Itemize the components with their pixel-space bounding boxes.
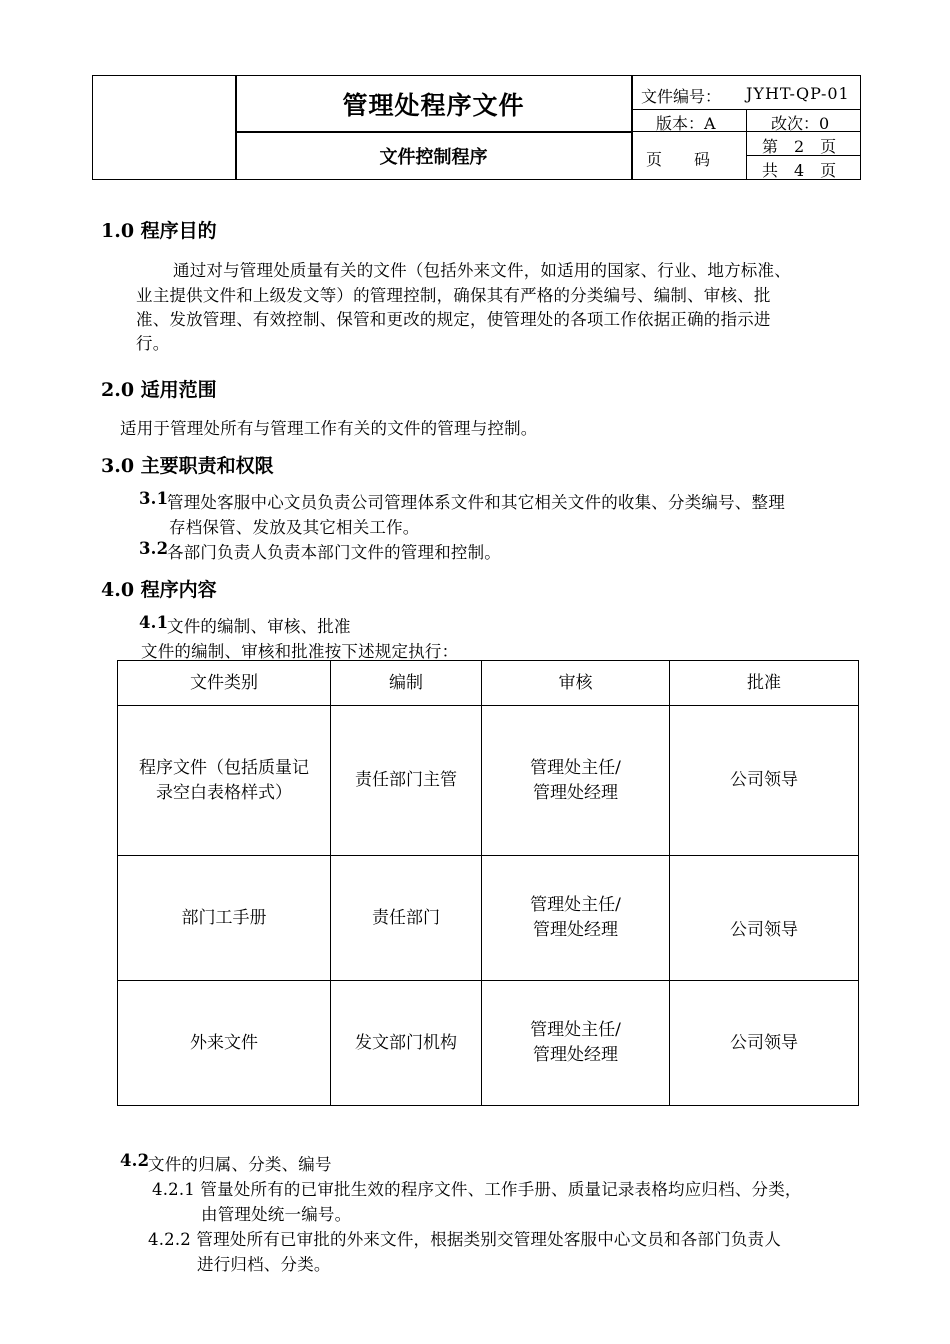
table-cell — [482, 856, 670, 981]
item-number: 3.2 — [139, 539, 169, 558]
section-4-2-1-text: 由管理处统一编号。 — [201, 1205, 352, 1224]
section-4-title: 4.0 程序内容 — [101, 579, 217, 601]
table-cell: 责任部门主管 — [331, 706, 482, 856]
cell-line: 录空白表格样式） — [156, 782, 292, 803]
doc-number-label: 文件编号： — [641, 87, 722, 106]
table-cell: 发文部门机构 — [331, 981, 482, 1106]
item-number: 4.2 — [120, 1151, 150, 1170]
page-label: 页 码 — [646, 150, 711, 169]
table-cell: 责任部门 — [331, 856, 482, 981]
table-row — [118, 856, 859, 981]
cell-line: 管理处经理 — [533, 1045, 618, 1065]
section-1-title: 1.0 程序目的 — [101, 220, 217, 242]
section-3-title: 3.0 主要职责和权限 — [101, 455, 274, 477]
section-4-2-1-text: 4.2.1 管量处所有的已审批生效的程序文件、工作手册、质量记录表格均应归档、分类， — [152, 1180, 802, 1199]
table-cell — [482, 981, 670, 1106]
page-current: 第 2 页 — [762, 137, 837, 156]
page-total: 共 4 页 — [762, 161, 837, 180]
table-header: 审核 — [482, 661, 670, 706]
section-2-title: 2.0 适用范围 — [101, 379, 217, 401]
section-4-2-2-text: 4.2.2 管理处所有已审批的外来文件，根据类别交管理处客服中心文员和各部门负责人 — [148, 1230, 781, 1249]
table-cell — [118, 706, 331, 856]
section-3-1-text: 管理处客服中心文员负责公司管理体系文件和其它相关文件的收集、分类编号、整理 — [167, 493, 785, 512]
section-3-1-text: 存档保管、发放及其它相关工作。 — [169, 518, 420, 537]
table-header: 批准 — [670, 661, 859, 706]
approval-table — [117, 660, 859, 1106]
section-1-text: 通过对与管理处质量有关的文件（包括外来文件，如适用的国家、行业、地方标准、 — [173, 261, 791, 280]
table-header: 文件类别 — [118, 661, 331, 706]
cell-line: 管理处主任/ — [530, 1020, 621, 1040]
header-divider — [631, 75, 633, 180]
table-header-row — [118, 661, 859, 706]
revision: 改次：0 — [771, 114, 830, 133]
version: 版本：A — [656, 114, 716, 133]
table-cell: 外来文件 — [118, 981, 331, 1106]
section-2-text: 适用于管理处所有与管理工作有关的文件的管理与控制。 — [120, 419, 538, 438]
document-title: 管理处程序文件 — [342, 90, 525, 120]
table-row — [118, 706, 859, 856]
cell-line: 管理处主任/ — [530, 895, 621, 915]
section-3-2-text: 各部门负责人负责本部门文件的管理和控制。 — [167, 543, 501, 562]
section-4-1-text: 文件的编制、审核、批准 — [167, 617, 351, 636]
table-row — [118, 981, 859, 1106]
document-subtitle: 文件控制程序 — [379, 146, 488, 168]
table-cell: 公司领导 — [670, 981, 859, 1106]
header-divider — [746, 109, 747, 180]
cell-line: 管理处经理 — [533, 782, 618, 803]
section-1-text: 准、发放管理、有效控制、保管和更改的规定，使管理处的各项工作依据正确的指示进 — [136, 310, 771, 329]
section-4-2-2-text: 进行归档、分类。 — [197, 1255, 331, 1274]
section-1-text: 业主提供文件和上级发文等）的管理控制，确保其有严格的分类编号、编制、审核、批 — [136, 286, 771, 305]
table-cell: 公司领导 — [670, 856, 859, 981]
section-1-text: 行。 — [136, 334, 170, 353]
table-cell — [482, 706, 670, 856]
cell-line: 管理处经理 — [533, 920, 618, 940]
section-4-1-intro: 文件的编制、审核和批准按下述规定执行： — [141, 642, 459, 661]
item-number: 4.1 — [139, 613, 169, 632]
item-number: 3.1 — [139, 489, 169, 508]
section-4-2-text: 文件的归属、分类、编号 — [148, 1155, 332, 1174]
cell-line: 程序文件（包括质量记 — [139, 757, 309, 778]
doc-number-value: JYHT-QP-01 — [746, 84, 850, 103]
table-header: 编制 — [331, 661, 482, 706]
cell-line: 管理处主任/ — [530, 757, 621, 778]
table-cell: 公司领导 — [670, 706, 859, 856]
table-cell: 部门工手册 — [118, 856, 331, 981]
